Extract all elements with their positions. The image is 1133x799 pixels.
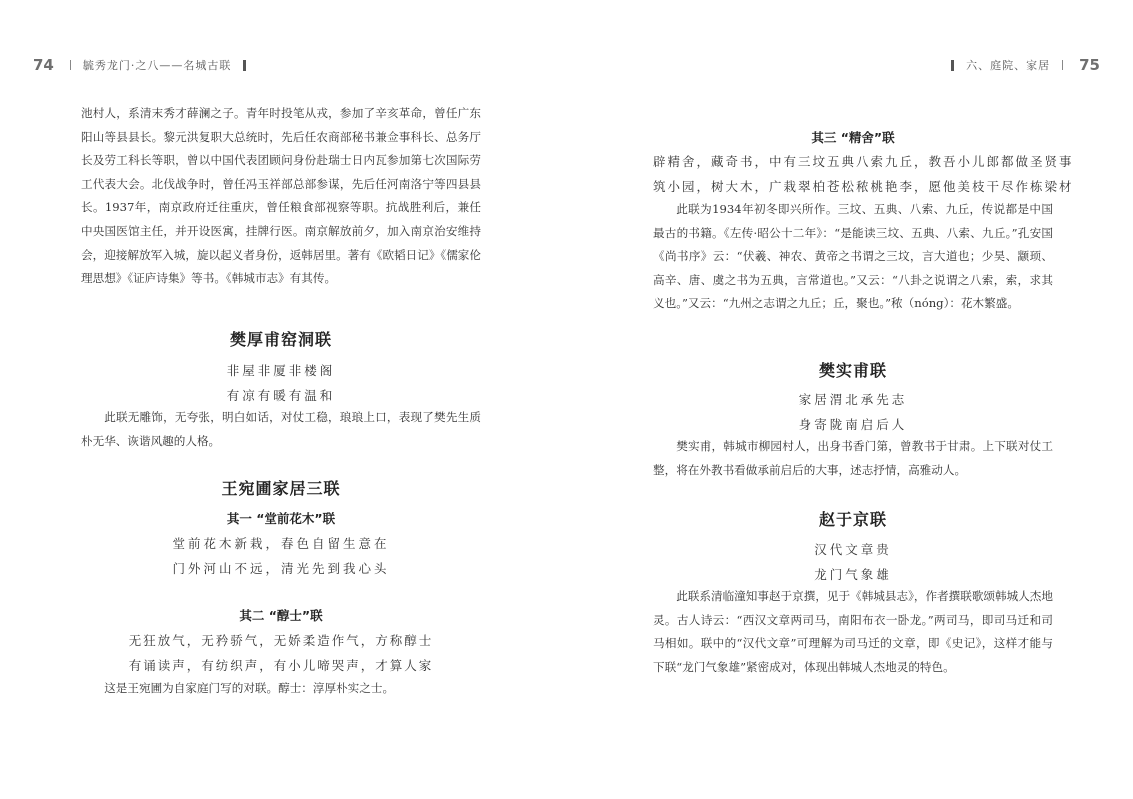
header-title: 六、庭院、家居 — [966, 59, 1051, 72]
couplet-line: 身寄陇南启后人 — [798, 417, 908, 432]
couplet-line: 家居渭北承先志 — [798, 392, 908, 407]
couplet-line: 门外河山不远，清光先到我心头 — [172, 561, 390, 576]
header-divider — [1062, 60, 1063, 70]
couplet-line: 筑小园，树大木，广栽翠柏苍松秾桃艳李，愿他美枝干尽作栋梁材 — [653, 179, 1074, 194]
commentary: 此联系清临潼知事赵于京撰，见于《韩城县志》，作者撰联歌颂韩城人杰地灵。古人诗云：“西汉文章两司马，南阳布衣一卧龙。”两司马，即司马迁和司马相如。联中的“汉代文章”可理解为司马迁的文章，即《史记》，这样才能与下联“龙门气象雄”紧密成对，体现出韩城人杰地灵的特色。 — [653, 589, 1053, 674]
couplet-line: 汉代文章贵 — [814, 542, 892, 557]
couplet-line: 非屋非厦非楼阁 — [226, 363, 336, 378]
commentary: 此联无雕饰，无夸张，明白如话，对仗工稳，琅琅上口，表现了樊先生质朴无华、诙谐风趣的人格。 — [81, 410, 481, 448]
section-title: 樊实甫联 — [818, 361, 887, 380]
section-title: 赵于京联 — [818, 510, 887, 529]
couplet-line: 辟精舍，藏奇书，中有三坟五典八索九丘，教吾小儿郎都做圣贤事 — [653, 154, 1074, 169]
subsection-title: 其一 “堂前花木”联 — [226, 511, 336, 526]
intro-paragraph: 池村人，系清末秀才薛澜之子。青年时投笔从戎，参加了辛亥革命，曾任广东阳山等县县长。黎元洪复职大总统时，先后任农商部秘书兼佥事科长、总务厅长及劳工科长等职，曾以中国代表团顾问身份赴瑞士日内瓦参加第七次国际劳工代表大会。北伐战争时，曾任冯玉祥部总部参谋，先后任河南洛宁等四县县长。1937年，南京政府迁往重庆，曾任粮食部视察等职。抗战胜利后，兼任中央国医馆主任，并开设医寓，挂牌行医。南京解放前夕，加入南京治安维持会，迎接解放军入城，旋以起义者身份，返韩居里。著有《欧韬日记》《儒家伦理思想》《证庐诗集》等书。《韩城市志》有其传。 — [81, 106, 481, 286]
couplet-line: 无狂放气，无矜骄气，无娇柔造作气，方称醇士 — [128, 633, 434, 648]
left-content — [81, 0, 481, 799]
right-page — [567, 0, 1133, 799]
page-number: 75 — [1079, 56, 1100, 74]
subsection-title: 其二 “醇士”联 — [239, 608, 323, 623]
commentary: 樊实甫，韩城市柳园村人，出身书香门第，曾教书于甘肃。上下联对仗工整，将在外教书看做承前启后的大事，述志抒情，高雅动人。 — [653, 439, 1053, 477]
header-title: 毓秀龙门·之八——名城古联 — [82, 59, 232, 72]
couplet-line: 龙门气象雄 — [814, 567, 892, 582]
header-divider — [70, 60, 71, 70]
couplet-line: 堂前花木新栽，春色自留生意在 — [172, 536, 390, 551]
page-number: 74 — [33, 56, 54, 74]
right-content — [653, 0, 1074, 799]
section-title: 樊厚甫窑洞联 — [229, 330, 332, 349]
commentary: 此联为1934年初冬即兴所作。三坟、五典、八索、九丘，传说都是中国最古的书籍。《左传·昭公十二年》：“是能读三坟、五典、八索、九丘。”孔安国《尚书序》云：“伏羲、神农、黄帝之书谓之三坟，言大道也；少昊、颛顼、高辛、唐、虞之书为五典，言常道也。”又云：“八卦之说谓之八索，索，求其义也。”又云：“九州之志谓之九丘；丘，聚也。”秾（nóng）：花木繁盛。 — [653, 202, 1053, 311]
couplet-line: 有诵读声，有纺织声，有小儿啼哭声，才算人家 — [128, 658, 434, 673]
left-page — [0, 0, 566, 799]
couplet-line: 有凉有暖有温和 — [226, 388, 336, 403]
commentary: 这是王宛圃为自家庭门写的对联。醇士：淳厚朴实之士。 — [104, 681, 395, 695]
subsection-title: 其三 “精舍”联 — [811, 130, 895, 145]
section-title: 王宛圃家居三联 — [221, 479, 341, 498]
